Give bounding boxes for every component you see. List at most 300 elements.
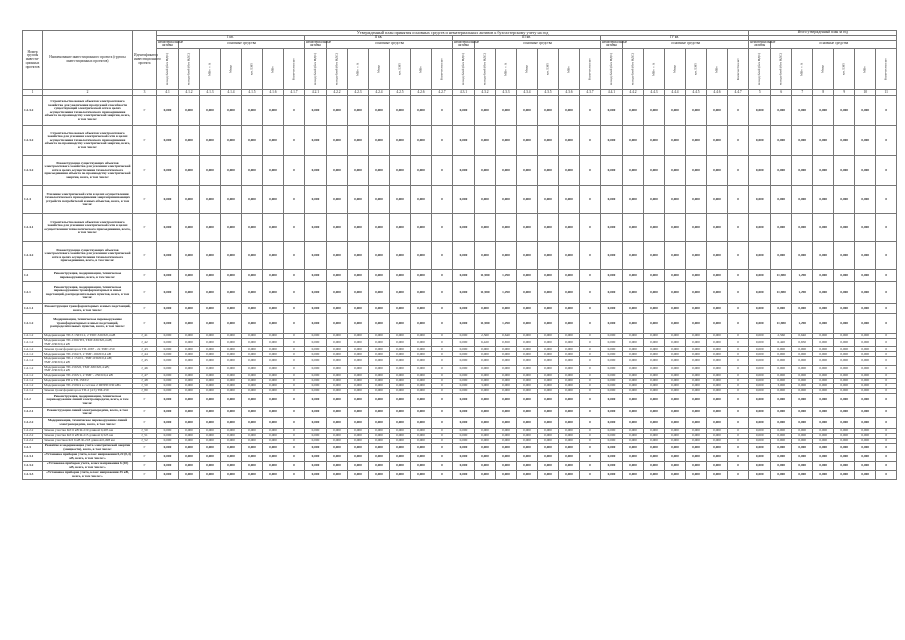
table-row bbox=[23, 186, 897, 214]
row-value: 0,000 bbox=[686, 304, 707, 314]
row-value: 0,000 bbox=[263, 96, 284, 126]
row-value: 0,000 bbox=[305, 373, 327, 378]
row-value: 0 bbox=[728, 339, 749, 347]
row-value: 0,000 bbox=[517, 242, 538, 270]
table-row bbox=[23, 304, 897, 314]
row-value: 0 bbox=[284, 357, 305, 365]
row-value: 0,000 bbox=[327, 334, 348, 339]
row-value: 0,000 bbox=[686, 407, 707, 417]
row-total-value: 0,000 bbox=[813, 452, 834, 461]
row-total-value: 0 bbox=[876, 96, 897, 126]
header-sub-column: Мвар bbox=[665, 49, 686, 90]
row-code: 1.2.2.1 bbox=[23, 407, 43, 417]
row-total-value: 0,000 bbox=[855, 438, 876, 443]
row-value: 0,000 bbox=[348, 373, 369, 378]
row-value: 0,000 bbox=[623, 270, 644, 282]
row-value: 0,000 bbox=[559, 186, 580, 214]
row-total-value: 0 bbox=[876, 339, 897, 347]
row-value: 0,000 bbox=[411, 443, 432, 452]
row-value: 0,000 bbox=[327, 339, 348, 347]
row-id: Г bbox=[133, 452, 157, 461]
row-value: 0,000 bbox=[242, 373, 263, 378]
row-value: 0,000 bbox=[623, 407, 644, 417]
row-value: 0,000 bbox=[263, 461, 284, 470]
row-value: 0,000 bbox=[644, 417, 665, 428]
row-value: 0 bbox=[284, 282, 305, 304]
row-value: 0,000 bbox=[623, 383, 644, 388]
row-value: 0,000 bbox=[538, 96, 559, 126]
column-number: 4.1.4 bbox=[221, 90, 242, 96]
row-value: 0 bbox=[284, 433, 305, 438]
row-value: 0,000 bbox=[369, 352, 390, 357]
row-value: 0,000 bbox=[496, 242, 517, 270]
row-value: 0,000 bbox=[221, 393, 242, 407]
row-name: Реконструкция линий электропередачи, всего, в том числе: bbox=[43, 407, 133, 417]
row-value: 0 bbox=[580, 461, 601, 470]
header-sub-column: км ЛЭП bbox=[242, 49, 263, 90]
row-value: 0,000 bbox=[665, 452, 686, 461]
row-value: 0,000 bbox=[601, 96, 623, 126]
row-value: 0,000 bbox=[644, 438, 665, 443]
row-total-value: 0,000 bbox=[771, 347, 792, 352]
header-sub-column: млн.рублей (без НДС) bbox=[305, 49, 327, 90]
row-value: 0,000 bbox=[623, 378, 644, 383]
row-value: 0,000 bbox=[221, 282, 242, 304]
row-value: 0 bbox=[728, 304, 749, 314]
row-value: 0 bbox=[728, 388, 749, 393]
row-total-value: 0,000 bbox=[834, 347, 855, 352]
row-total-value: 1,290 bbox=[792, 314, 813, 334]
row-value: 0,000 bbox=[559, 373, 580, 378]
row-total-value: 0 bbox=[876, 156, 897, 186]
row-value: 0,000 bbox=[601, 407, 623, 417]
row-value: 0 bbox=[284, 126, 305, 156]
row-value: 0,000 bbox=[348, 461, 369, 470]
row-id: Г bbox=[133, 282, 157, 304]
row-value: 0,000 bbox=[538, 461, 559, 470]
row-value: 0,000 bbox=[601, 156, 623, 186]
row-id: J_80 bbox=[133, 388, 157, 393]
row-value: 0,000 bbox=[601, 126, 623, 156]
row-value: 0 bbox=[432, 314, 453, 334]
row-value: 0,000 bbox=[665, 282, 686, 304]
row-value: 0,000 bbox=[453, 270, 475, 282]
row-value: 0,000 bbox=[601, 365, 623, 373]
row-value: 0,000 bbox=[707, 186, 728, 214]
row-value: 0,000 bbox=[517, 417, 538, 428]
row-total-value: 0,000 bbox=[792, 407, 813, 417]
row-total-value: 0,000 bbox=[792, 393, 813, 407]
row-value: 0 bbox=[580, 378, 601, 383]
row-code: 1.2.1.1 bbox=[23, 304, 43, 314]
row-value: 0,000 bbox=[517, 334, 538, 339]
row-total-value: 0 bbox=[876, 186, 897, 214]
row-total-value: 0,000 bbox=[792, 214, 813, 242]
row-value: 0,000 bbox=[707, 383, 728, 388]
row-value: 0,000 bbox=[517, 314, 538, 334]
row-total-value: 0,000 bbox=[749, 304, 771, 314]
row-value: 0,000 bbox=[200, 352, 221, 357]
header-code: Номер группы инвести-ционных проектов bbox=[23, 31, 43, 90]
row-total-value: 0 bbox=[876, 378, 897, 383]
row-value: 0,000 bbox=[496, 186, 517, 214]
row-value: 0,000 bbox=[411, 347, 432, 352]
row-value: 0,000 bbox=[305, 438, 327, 443]
row-code: 1.2.3.2 bbox=[23, 96, 43, 126]
row-value: 0,000 bbox=[686, 357, 707, 365]
row-value: 0,000 bbox=[453, 365, 475, 373]
row-total-value: 0,000 bbox=[749, 407, 771, 417]
row-value: 0,000 bbox=[221, 438, 242, 443]
row-total-value: 0 bbox=[876, 433, 897, 438]
row-name: Замена трансформатора в ТП-2 (4 б) ТМ-250 bbox=[43, 388, 133, 393]
row-value: 0,000 bbox=[157, 373, 179, 378]
row-value: 0,000 bbox=[263, 443, 284, 452]
row-value: 0,000 bbox=[200, 214, 221, 242]
row-value: 0,000 bbox=[475, 428, 496, 433]
header-sub-column: Количество шт bbox=[728, 49, 749, 90]
row-total-value: 0 bbox=[876, 270, 897, 282]
row-value: 0,000 bbox=[305, 270, 327, 282]
row-value: 0,000 bbox=[369, 270, 390, 282]
row-name: Усиление электрической сети в целях осуществления технологического присоединения энергопринимающих устройств потребителей и иных объектов, всего, в том числе: bbox=[43, 186, 133, 214]
row-total-value: 0,000 bbox=[771, 407, 792, 417]
row-total-value: 0 bbox=[876, 304, 897, 314]
row-value: 0,000 bbox=[559, 407, 580, 417]
row-value: 0,000 bbox=[665, 461, 686, 470]
row-value: 0,000 bbox=[601, 461, 623, 470]
header-sub-column: МВт bbox=[707, 49, 728, 90]
row-value: 0,000 bbox=[707, 334, 728, 339]
row-total-value: 0,000 bbox=[792, 242, 813, 270]
row-value: 0 bbox=[284, 304, 305, 314]
row-total-value: 0,000 bbox=[771, 357, 792, 365]
row-value: 0,000 bbox=[263, 357, 284, 365]
row-value: 0,000 bbox=[348, 347, 369, 352]
row-value: 0,000 bbox=[390, 443, 411, 452]
row-value: 0,000 bbox=[496, 393, 517, 407]
row-value: 0,000 bbox=[686, 126, 707, 156]
row-value: 0,000 bbox=[157, 334, 179, 339]
row-value: 0,000 bbox=[327, 470, 348, 479]
row-value: 0,000 bbox=[411, 242, 432, 270]
row-value: 0,000 bbox=[538, 352, 559, 357]
row-value: 0 bbox=[284, 242, 305, 270]
row-id: Г bbox=[133, 314, 157, 334]
row-id: Г bbox=[133, 186, 157, 214]
row-value: 0 bbox=[728, 126, 749, 156]
row-value: 0,000 bbox=[538, 126, 559, 156]
row-total-value: 0,000 bbox=[749, 347, 771, 352]
row-value: 0,000 bbox=[369, 347, 390, 352]
row-value: 0,000 bbox=[707, 96, 728, 126]
row-value: 0,000 bbox=[686, 470, 707, 479]
header-sub-column: МВт×А bbox=[496, 49, 517, 90]
row-value: 0,000 bbox=[623, 470, 644, 479]
row-value: 0,000 bbox=[623, 393, 644, 407]
row-total-value: 0,000 bbox=[749, 417, 771, 428]
row-value: 0,000 bbox=[242, 347, 263, 352]
row-value: 0,000 bbox=[538, 378, 559, 383]
row-value: 0,000 bbox=[601, 470, 623, 479]
row-total-value: 0 bbox=[876, 365, 897, 373]
row-total-value: 0,000 bbox=[771, 388, 792, 393]
row-code: 1.2.1.2 bbox=[23, 383, 43, 388]
table-row bbox=[23, 96, 897, 126]
row-value: 0,000 bbox=[390, 393, 411, 407]
row-name: Модернизация РП в ТП-1563/2 bbox=[43, 378, 133, 383]
header-quarter: IV кв. bbox=[601, 35, 749, 40]
row-total-value: 0,000 bbox=[749, 470, 771, 479]
row-value: 0,000 bbox=[475, 393, 496, 407]
row-value: 0,000 bbox=[263, 334, 284, 339]
row-value: 0,000 bbox=[327, 438, 348, 443]
row-value: 0,000 bbox=[411, 452, 432, 461]
row-value: 0,000 bbox=[686, 282, 707, 304]
header-sub-column: млн.рублей (без НДС) bbox=[749, 49, 771, 90]
row-value: 0,000 bbox=[179, 357, 200, 365]
row-total-value: 0 bbox=[876, 352, 897, 357]
row-value: 0,000 bbox=[263, 388, 284, 393]
row-value: 0,000 bbox=[707, 314, 728, 334]
row-value: 0,000 bbox=[327, 352, 348, 357]
row-total-value: 0,000 bbox=[792, 428, 813, 433]
row-total-value: 0,000 bbox=[749, 156, 771, 186]
row-value: 0,000 bbox=[538, 417, 559, 428]
row-value: 0,000 bbox=[305, 428, 327, 433]
row-total-value: 0,000 bbox=[813, 365, 834, 373]
row-value: 0,000 bbox=[623, 304, 644, 314]
row-value: 0,000 bbox=[390, 452, 411, 461]
row-value: 0,000 bbox=[221, 365, 242, 373]
row-code: 1.2.1.2 bbox=[23, 388, 43, 393]
row-value: 0,000 bbox=[242, 417, 263, 428]
row-value: 0,000 bbox=[348, 314, 369, 334]
row-total-value: 0 bbox=[876, 452, 897, 461]
row-value: 0,000 bbox=[559, 393, 580, 407]
row-total-value: 0 bbox=[876, 314, 897, 334]
row-value: 0 bbox=[580, 270, 601, 282]
row-value: 0,000 bbox=[644, 378, 665, 383]
row-value: 0 bbox=[284, 378, 305, 383]
header-sub-column: МВт bbox=[855, 49, 876, 90]
row-value: 0,000 bbox=[559, 443, 580, 452]
table-row bbox=[23, 156, 897, 186]
row-value: 0,000 bbox=[157, 347, 179, 352]
row-total-value: 0,000 bbox=[855, 452, 876, 461]
row-value: 0,000 bbox=[665, 334, 686, 339]
row-value: 0 bbox=[284, 270, 305, 282]
row-value: 0,000 bbox=[601, 373, 623, 378]
row-value: 0,000 bbox=[475, 214, 496, 242]
row-total-value: 0,000 bbox=[855, 383, 876, 388]
row-value: 0,000 bbox=[221, 443, 242, 452]
row-value: 0,000 bbox=[263, 242, 284, 270]
row-value: 0,000 bbox=[200, 96, 221, 126]
row-value: 0,000 bbox=[517, 126, 538, 156]
row-value: 0,000 bbox=[221, 126, 242, 156]
row-value: 0 bbox=[580, 334, 601, 339]
row-value: 0 bbox=[432, 282, 453, 304]
row-id: J_47 bbox=[133, 373, 157, 378]
row-value: 0,000 bbox=[157, 433, 179, 438]
row-value: 0,000 bbox=[623, 334, 644, 339]
row-total-value: 0,000 bbox=[749, 334, 771, 339]
row-value: 0,000 bbox=[601, 417, 623, 428]
row-value: 0,000 bbox=[200, 357, 221, 365]
row-value: 0,000 bbox=[200, 417, 221, 428]
row-value: 0,000 bbox=[263, 126, 284, 156]
row-value: 0 bbox=[432, 393, 453, 407]
row-total-value: 0,000 bbox=[834, 433, 855, 438]
row-value: 0,000 bbox=[453, 388, 475, 393]
row-value: 0,000 bbox=[348, 407, 369, 417]
row-value: 0,000 bbox=[538, 314, 559, 334]
row-value: 0,000 bbox=[601, 347, 623, 352]
row-value: 0,000 bbox=[665, 417, 686, 428]
row-total-value: 0,000 bbox=[749, 393, 771, 407]
row-value: 0,000 bbox=[517, 304, 538, 314]
row-total-value: 0 bbox=[876, 126, 897, 156]
row-total-value: 0,000 bbox=[813, 96, 834, 126]
row-value: 0,000 bbox=[644, 126, 665, 156]
column-number: 4.1.2 bbox=[179, 90, 200, 96]
row-value: 0,000 bbox=[179, 452, 200, 461]
row-value: 0,000 bbox=[390, 242, 411, 270]
header-intangible: нематериальные активы bbox=[602, 39, 628, 48]
row-value: 0,000 bbox=[453, 378, 475, 383]
row-value: 0,000 bbox=[686, 347, 707, 352]
row-value: 0,000 bbox=[263, 270, 284, 282]
row-value: 0 bbox=[432, 347, 453, 352]
row-value: 0,000 bbox=[327, 393, 348, 407]
row-value: 0,000 bbox=[475, 461, 496, 470]
column-number: 4.3.7 bbox=[580, 90, 601, 96]
row-value: 0,000 bbox=[348, 388, 369, 393]
table-row bbox=[23, 452, 897, 461]
row-total-value: 0,000 bbox=[855, 347, 876, 352]
row-value: 0 bbox=[432, 433, 453, 438]
row-value: 0 bbox=[580, 96, 601, 126]
row-total-value: 0,000 bbox=[855, 334, 876, 339]
header-intangible: нематериальные активы bbox=[306, 39, 332, 48]
row-value: 0,000 bbox=[369, 443, 390, 452]
row-value: 0,000 bbox=[369, 357, 390, 365]
row-value: 0 bbox=[432, 352, 453, 357]
row-value: 0,000 bbox=[369, 373, 390, 378]
row-value: 0,000 bbox=[327, 314, 348, 334]
row-total-value: 0,000 bbox=[855, 393, 876, 407]
header-fixed-assets: основные средства bbox=[327, 40, 453, 49]
row-value: 0,000 bbox=[538, 156, 559, 186]
row-value: 0,000 bbox=[707, 304, 728, 314]
row-value: 0,000 bbox=[157, 352, 179, 357]
row-total-value: 0,000 bbox=[749, 461, 771, 470]
row-value: 0,000 bbox=[453, 314, 475, 334]
row-total-value: 0 bbox=[876, 388, 897, 393]
row-total-value: 0,000 bbox=[813, 393, 834, 407]
row-value: 0 bbox=[728, 347, 749, 352]
investment-plan-table bbox=[22, 30, 897, 480]
column-number: 5 bbox=[749, 90, 771, 96]
row-value: 0,000 bbox=[623, 438, 644, 443]
header-sub-column: Количество шт bbox=[876, 49, 897, 90]
row-value: 0,000 bbox=[242, 214, 263, 242]
row-total-value: 0,000 bbox=[771, 365, 792, 373]
row-value: 0,000 bbox=[686, 352, 707, 357]
row-total-value: 0,000 bbox=[749, 428, 771, 433]
row-value: 0,000 bbox=[623, 347, 644, 352]
row-value: 0,000 bbox=[496, 96, 517, 126]
row-total-value: 0,000 bbox=[792, 383, 813, 388]
header-sub-column: млн.рублей (без НДС) bbox=[327, 49, 348, 90]
row-total-value: 0,000 bbox=[749, 186, 771, 214]
row-value: 0,000 bbox=[221, 242, 242, 270]
row-value: 0,000 bbox=[496, 126, 517, 156]
row-value: 0,000 bbox=[453, 357, 475, 365]
row-value: 0,000 bbox=[559, 438, 580, 443]
row-value: 0,000 bbox=[157, 96, 179, 126]
row-value: 0,000 bbox=[644, 270, 665, 282]
row-value: 0,000 bbox=[179, 334, 200, 339]
row-value: 0 bbox=[284, 452, 305, 461]
row-value: 0,000 bbox=[623, 443, 644, 452]
row-total-value: 0,000 bbox=[771, 96, 792, 126]
row-value: 0,000 bbox=[305, 282, 327, 304]
row-value: 0,000 bbox=[517, 282, 538, 304]
row-value: 0,000 bbox=[263, 282, 284, 304]
row-value: 0,000 bbox=[665, 156, 686, 186]
row-value: 0,000 bbox=[453, 126, 475, 156]
row-value: 0,000 bbox=[263, 352, 284, 357]
row-value: 0,000 bbox=[348, 470, 369, 479]
row-value: 0,000 bbox=[200, 388, 221, 393]
row-value: 0 bbox=[580, 383, 601, 388]
row-value: 0,000 bbox=[665, 407, 686, 417]
row-value: 0,000 bbox=[327, 443, 348, 452]
row-value: 0,000 bbox=[707, 214, 728, 242]
row-value: 0 bbox=[728, 461, 749, 470]
row-value: 0,000 bbox=[157, 407, 179, 417]
row-value: 0,000 bbox=[327, 461, 348, 470]
row-value: 0,000 bbox=[263, 417, 284, 428]
row-value: 0 bbox=[728, 334, 749, 339]
row-value: 0,000 bbox=[327, 304, 348, 314]
header-intangible: нематериальные активы bbox=[158, 39, 184, 48]
row-value: 0,000 bbox=[453, 452, 475, 461]
column-number: 4.1.7 bbox=[284, 90, 305, 96]
row-value: 0,000 bbox=[453, 156, 475, 186]
row-id: J_52 bbox=[133, 438, 157, 443]
row-value: 0,000 bbox=[221, 433, 242, 438]
row-id: Г bbox=[133, 156, 157, 186]
column-number: 4.4.5 bbox=[686, 90, 707, 96]
row-value: 0,000 bbox=[242, 407, 263, 417]
header-sub-column: Мвар bbox=[369, 49, 390, 90]
row-value: 0,000 bbox=[390, 96, 411, 126]
row-name: Строительство новых объектов электросетевого хозяйства для усиления электрической сети в целях осуществления технологического присоединения, всего, в том числе: bbox=[43, 214, 133, 242]
row-total-value: 0 bbox=[876, 428, 897, 433]
row-value: 0,000 bbox=[453, 242, 475, 270]
row-value: 11,980 bbox=[475, 282, 496, 304]
row-value: 0,000 bbox=[327, 407, 348, 417]
row-value: 0,000 bbox=[707, 407, 728, 417]
row-total-value: 0,000 bbox=[792, 186, 813, 214]
row-value: 0,000 bbox=[348, 417, 369, 428]
row-value: 0,000 bbox=[157, 126, 179, 156]
row-value: 0,000 bbox=[517, 383, 538, 388]
row-value: 0,000 bbox=[686, 214, 707, 242]
